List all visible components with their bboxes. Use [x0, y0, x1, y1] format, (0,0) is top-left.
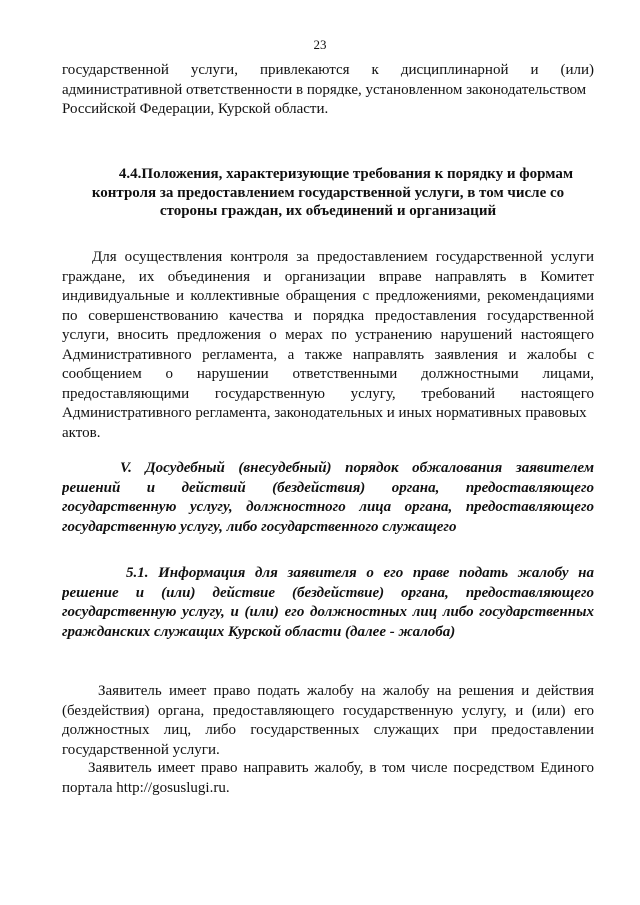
section-4-4-body-line-8: предоставляющими государственную услугу, требований настоящего: [62, 385, 594, 402]
section-4-4-body-line-6: Административного регламента, а также направлять заявления и жалобы с: [62, 346, 594, 363]
section-5-1-p1-line-3: должностных лиц, либо государственных служащих при предоставлении: [62, 722, 594, 738]
section-4-4-body-line-9: Административного регламента, законодательных и иных нормативных правовых: [62, 405, 587, 421]
section-4-4-title-line-2: контроля за предоставлением государственной услуги, в том числе со: [91, 184, 565, 201]
section-5-1-title-line-1: 5.1. Информация для заявителя о его праве подать жалобу на: [126, 565, 594, 581]
section-4-4-title-line-1: 4.4.Положения, характеризующие требования к порядку и формам: [118, 166, 574, 182]
intro-paragraph: [62, 61, 594, 120]
section-4-4-body-line-2: граждане, их объединения и организации вправе направлять в Комитет: [62, 268, 594, 285]
section-5-1-title-line-2: решение и (или) действие (бездействие) органа, предоставляющего: [62, 584, 594, 601]
section-4-4-body-line-7: сообщением о нарушении ответственными должностными лицами,: [62, 366, 594, 382]
section-5-1-heading: [62, 564, 594, 641]
section-5-1-title-line-4: гражданских служащих Курской области (далее - жалоба): [62, 623, 456, 640]
section-4-4-title-line-3: стороны граждан, их объединений и организаций: [159, 203, 497, 219]
section-5-1-title-line-3: государственную услугу, и (или) его должностных лиц либо государственных: [62, 604, 594, 620]
section-5-1-p2-line-2: портала http://gosuslugi.ru.: [62, 779, 230, 796]
section-v-title-line-3: государственную услугу, должностного лица органа, предоставляющего: [62, 499, 594, 515]
section-4-4-body: [62, 248, 594, 443]
section-5-1-p1-line-2: (бездействия) органа, предоставляющего государственную услугу, и (или) его: [62, 702, 594, 719]
section-4-4-body-line-1: Для осуществления контроля за предоставлением государственной услуги: [92, 249, 594, 265]
section-4-4-body-line-3: индивидуальные и коллективные обращения с предложениями, рекомендациями: [62, 288, 594, 304]
section-5-1-p1-line-1: Заявитель имеет право подать жалобу на жалобу на решения и действия: [98, 683, 594, 699]
section-5-1-p1-line-4: государственной услуги.: [62, 741, 220, 758]
section-4-4-heading: [62, 165, 594, 221]
page-number: 23: [313, 37, 327, 52]
section-5-1-paragraph-2: [62, 759, 594, 798]
intro-line-3: Российской Федерации, Курской области.: [62, 101, 329, 117]
section-v-heading: [62, 459, 594, 536]
intro-line-1: государственной услуги, привлекаются к дисциплинарной и (или): [62, 62, 594, 78]
section-v-title-line-2: решений и действий (бездействия) органа, предоставляющего: [62, 479, 594, 496]
intro-line-2: административной ответственности в порядке, установленном законодательством: [62, 81, 587, 98]
section-4-4-body-line-10: актов.: [62, 424, 101, 441]
section-4-4-body-line-5: услуги, вносить предложения о мерах по устранению нарушений настоящего: [62, 327, 594, 343]
section-v-title-line-4: государственную услугу, либо государственного служащего: [62, 518, 457, 535]
section-v-title-line-1: V. Досудебный (внесудебный) порядок обжалования заявителем: [120, 460, 594, 476]
section-5-1-p2-line-1: Заявитель имеет право направить жалобу, в том числе посредством Единого: [88, 760, 594, 776]
section-4-4-body-line-4: по совершенствованию качества и порядка предоставления государственной: [62, 307, 594, 324]
section-5-1-paragraph-1: [62, 682, 594, 760]
